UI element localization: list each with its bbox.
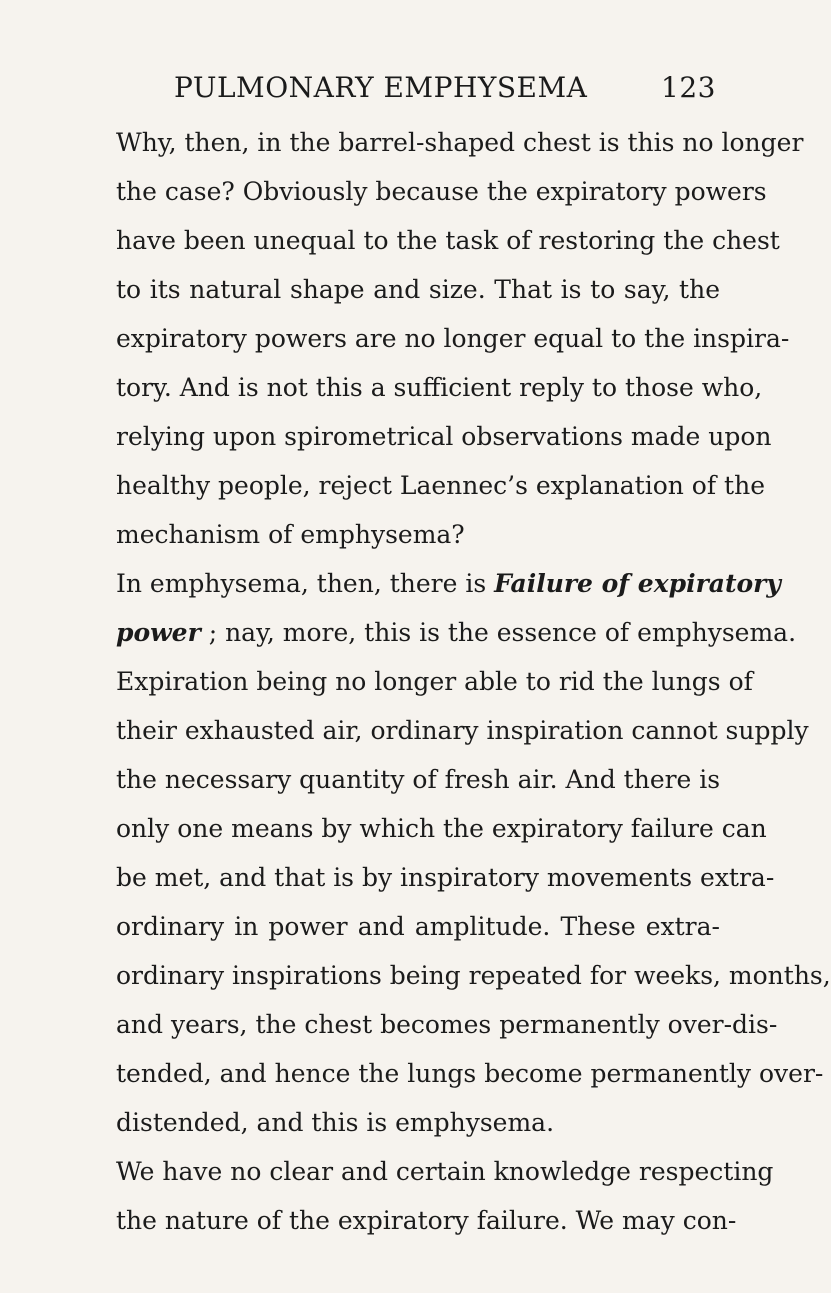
text-line: the case? Obviously because the expiratory powers	[116, 177, 767, 206]
text-line-mixed	[116, 608, 797, 657]
text-line: ordinary inspirations being repeated for weeks, months,	[116, 961, 831, 990]
running-head	[116, 68, 716, 108]
text-line: We have no clear and certain knowledge respecting	[116, 1157, 774, 1186]
running-title: PULMONARY EMPHYSEMA	[174, 71, 588, 104]
text-run: In emphysema, then, there is	[116, 569, 495, 598]
text-line: healthy people, reject Laennec’s explanation of the	[116, 471, 765, 500]
text-line: to its natural shape and size. That is to say, the	[116, 275, 720, 304]
text-line: and years, the chest becomes permanently over-dis-	[116, 1010, 778, 1039]
page-number: 123	[661, 71, 716, 104]
text-line: their exhausted air, ordinary inspiration cannot supply	[116, 716, 809, 745]
text-line: Expiration being no longer able to rid the lungs of	[116, 667, 753, 696]
italic-text-run: Failure of expiratory	[494, 569, 781, 598]
text-line: ordinary in power and amplitude. These extra-	[116, 912, 720, 941]
text-line: only one means by which the expiratory failure can	[116, 814, 767, 843]
text-line: have been unequal to the task of restoring the chest	[116, 226, 780, 255]
text-run: ; nay, more, this is the essence of emphysema.	[200, 618, 797, 647]
text-line: mechanism of emphysema?	[116, 520, 465, 549]
text-line: expiratory powers are no longer equal to the inspira-	[116, 324, 790, 353]
text-line: tory. And is not this a sufficient reply to those who,	[116, 373, 763, 402]
text-line: the nature of the expiratory failure. We may con-	[116, 1206, 737, 1235]
text-line: Why, then, in the barrel-shaped chest is this no longer	[116, 128, 804, 157]
text-line: the necessary quantity of fresh air. And there is	[116, 765, 721, 794]
text-line: distended, and this is emphysema.	[116, 1108, 555, 1137]
text-line: be met, and that is by inspiratory movements extra-	[116, 863, 775, 892]
text-line: relying upon spirometrical observations made upon	[116, 422, 772, 451]
italic-text-run: power	[116, 618, 201, 647]
body-text	[116, 118, 831, 1245]
text-line-mixed	[116, 559, 781, 608]
text-line: tended, and hence the lungs become permanently over-	[116, 1059, 824, 1088]
